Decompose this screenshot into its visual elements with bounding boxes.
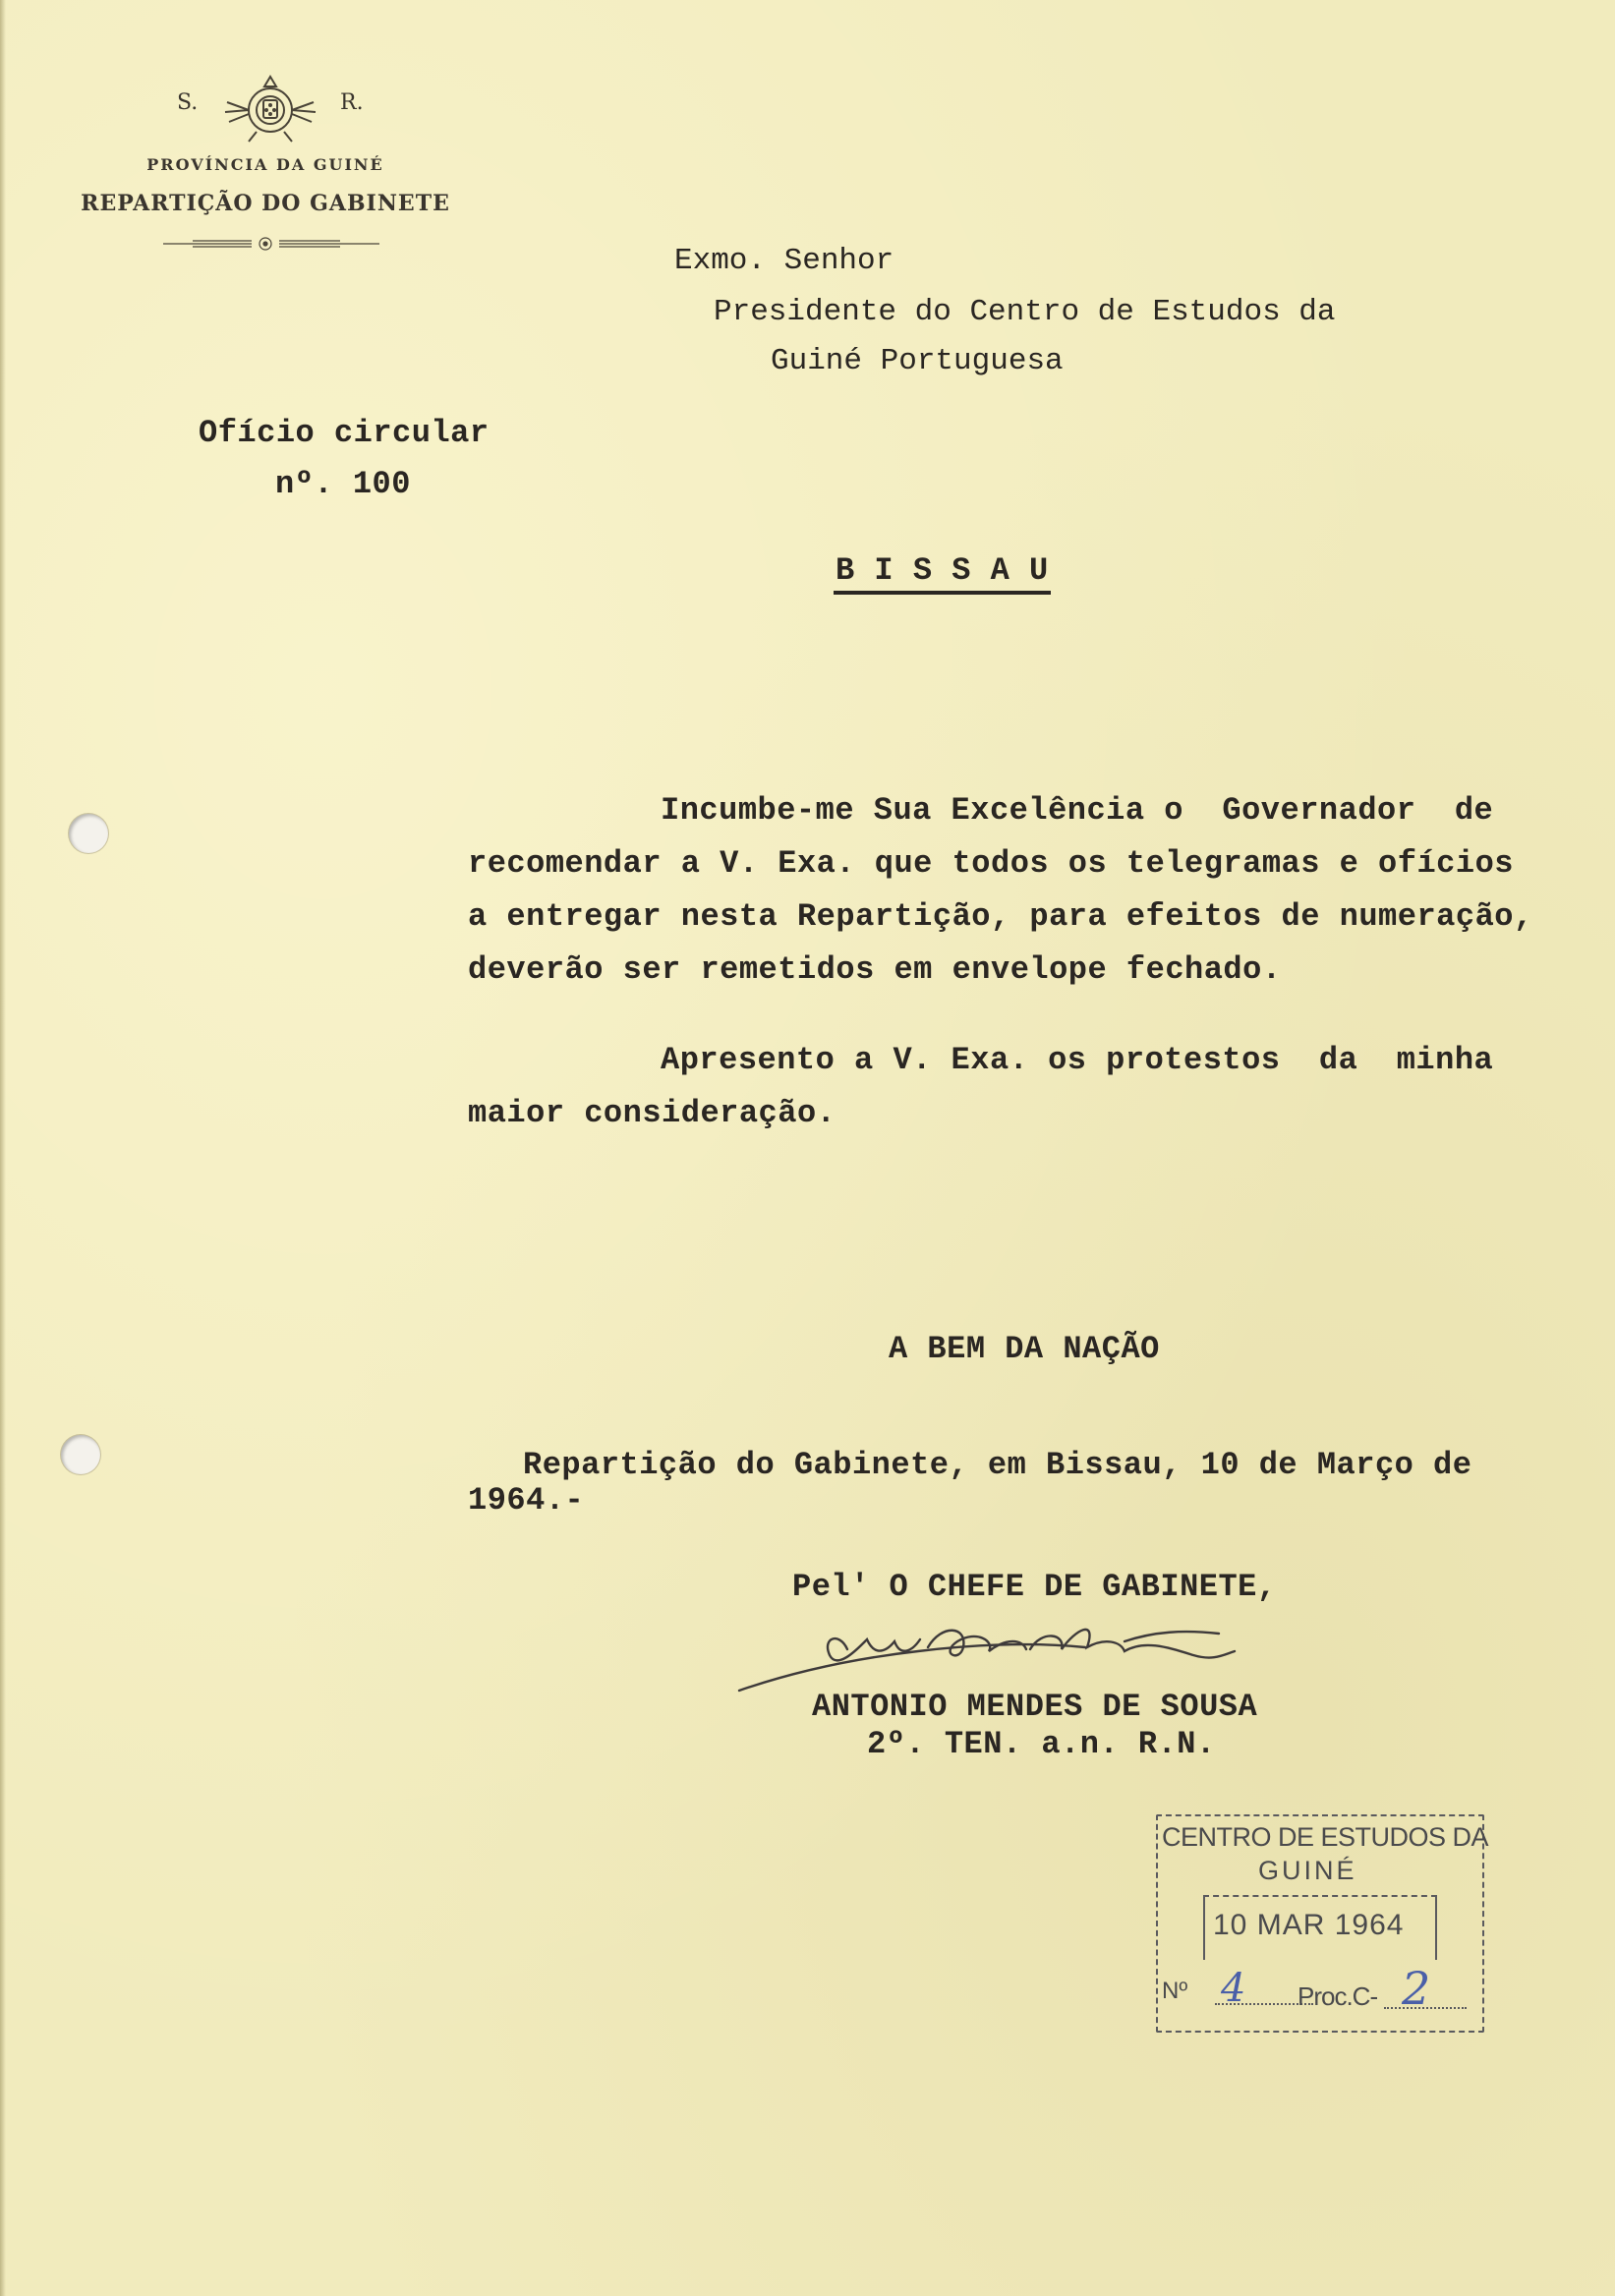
reference-line-1: Ofício circular	[199, 415, 490, 451]
dateline-line-1: Repartição do Gabinete, em Bissau, 10 de Março de	[523, 1447, 1472, 1483]
recipient-salutation: Exmo. Senhor	[674, 244, 894, 278]
handwritten-signature	[731, 1612, 1282, 1700]
stamp-proc-value: 2	[1402, 1962, 1431, 2015]
letterhead-right-initial: R.	[340, 90, 364, 115]
body-p1-line-1: Incumbe-me Sua Excelência o Governador de	[661, 792, 1494, 829]
stamp-number-label: Nº	[1162, 1978, 1188, 2004]
closing-motto: A BEM DA NAÇÃO	[889, 1331, 1160, 1367]
paper-left-edge	[0, 0, 6, 2296]
letterhead-left-initial: S.	[177, 90, 199, 115]
dateline-line-2: 1964.-	[468, 1482, 585, 1519]
stamp-number-value: 4	[1221, 1966, 1246, 2011]
letterhead-department: REPARTIÇÃO DO GABINETE	[81, 191, 450, 216]
coat-of-arms-icon	[221, 73, 319, 144]
signatory-rank: 2º. TEN. a.n. R.N.	[867, 1726, 1216, 1762]
body-p2-line-1: Apresento a V. Exa. os protestos da minha	[661, 1042, 1494, 1078]
body-p1-line-2: recomendar a V. Exa. que todos os telegramas e ofícios	[468, 845, 1514, 882]
place-heading: B I S S A U	[834, 552, 1051, 595]
signature-on-behalf: Pel' O CHEFE DE GABINETE,	[792, 1569, 1277, 1605]
punch-hole-bottom	[61, 1435, 100, 1474]
stamp-proc-label: Proc.C-	[1298, 1981, 1378, 2011]
receipt-stamp	[1156, 1814, 1489, 2033]
stamp-date: 10 MAR 1964	[1213, 1909, 1405, 1941]
signatory-name: ANTONIO MENDES DE SOUSA	[812, 1689, 1258, 1725]
recipient-line-1: Presidente do Centro de Estudos da	[714, 295, 1336, 329]
body-p2-line-2: maior consideração.	[468, 1095, 836, 1131]
stamp-line-1: CENTRO DE ESTUDOS DA	[1162, 1822, 1489, 1852]
letterhead-province: PROVÍNCIA DA GUINÉ	[146, 155, 384, 174]
stamp-proc-dots	[1384, 2007, 1467, 2009]
body-p1-line-3: a entregar nesta Repartição, para efeitos de numeração,	[468, 898, 1533, 935]
stamp-line-2: GUINÉ	[1258, 1856, 1357, 1885]
reference-line-2: nº. 100	[275, 466, 411, 502]
punch-hole-top	[69, 814, 108, 853]
body-p1-line-4: deverão ser remetidos em envelope fechado.	[468, 951, 1282, 988]
letterhead	[59, 69, 472, 275]
letterhead-ornament-divider	[163, 236, 379, 252]
recipient-line-2: Guiné Portuguesa	[771, 344, 1064, 378]
